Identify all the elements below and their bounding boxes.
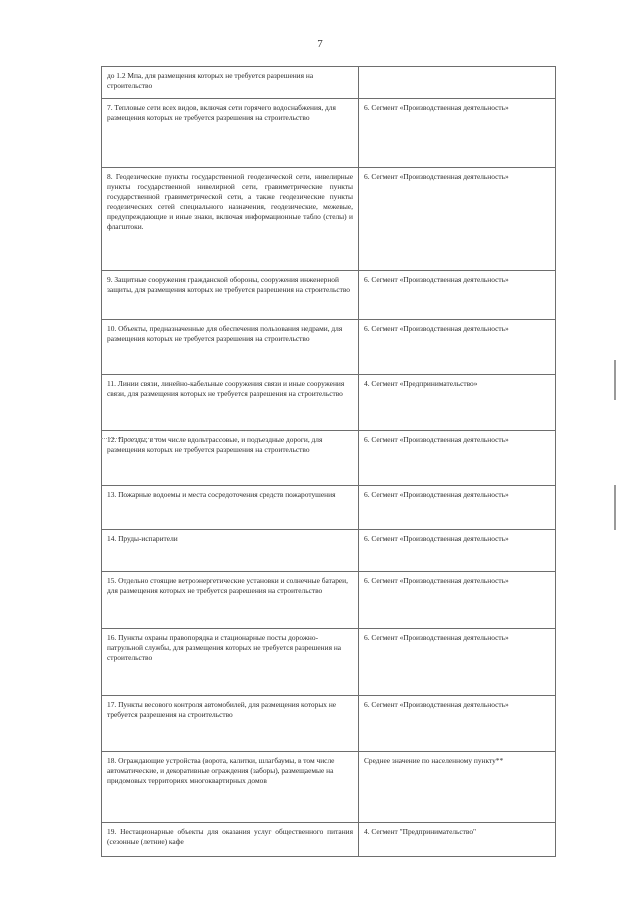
segment-cell: 6. Сегмент «Производственная деятельность» [359, 99, 556, 168]
page-number: 7 [317, 38, 323, 50]
activity-cell: 8. Геодезические пункты государственной геодезической сети, нивелирные пункты государственной нивелирной сети, гравиметрические пункты государственной гравиметрической сети, а также геодезические пункты геодезических сетей специального назначения, геодезические, межевые, предупреждающие и иные знаки, включая информационные табло (стелы) и флагштоки. [102, 168, 359, 271]
activity-cell: 12. Проезды, в том числе вдольтрассовые, и подъездные дороги, для размещения которых не требуется разрешения на строительство [102, 431, 359, 486]
segment-cell: 6. Сегмент «Производственная деятельность» [359, 486, 556, 530]
table-row [102, 375, 556, 431]
table-row [102, 629, 556, 696]
activity-cell: 7. Тепловые сети всех видов, включая сети горячего водоснабжения, для размещения которых не требуется разрешения на строительство [102, 99, 359, 168]
segment-cell: 6. Сегмент «Производственная деятельность» [359, 696, 556, 752]
activity-cell: 19. Нестационарные объекты для оказания услуг общественного питания (сезонные (летние) кафе [102, 823, 359, 857]
segment-cell: 6. Сегмент «Производственная деятельность» [359, 168, 556, 271]
table-row [102, 486, 556, 530]
scan-dotted-mark [101, 438, 161, 439]
table-row [102, 168, 556, 271]
activity-cell: 14. Пруды-испарители [102, 530, 359, 572]
segment-cell: Среднее значение по населенному пункту** [359, 752, 556, 823]
table-row [102, 696, 556, 752]
activity-cell: 10. Объекты, предназначенные для обеспечения пользования недрами, для размещения которых не требуется разрешения на строительство [102, 320, 359, 375]
segment-cell [359, 67, 556, 99]
segment-cell: 6. Сегмент «Производственная деятельность» [359, 629, 556, 696]
segment-cell: 4. Сегмент "Предпринимательство" [359, 823, 556, 857]
segment-cell: 6. Сегмент «Производственная деятельность» [359, 320, 556, 375]
activity-cell: 13. Пожарные водоемы и места сосредоточения средств пожаротушения [102, 486, 359, 530]
table-row [102, 271, 556, 320]
table-row [102, 67, 556, 99]
table-row [102, 823, 556, 857]
segment-cell: 6. Сегмент «Производственная деятельность» [359, 431, 556, 486]
table-row [102, 572, 556, 629]
table-row [102, 530, 556, 572]
table-row [102, 752, 556, 823]
activity-cell: 11. Линии связи, линейно-кабельные сооружения связи и иные сооружения связи, для размещения которых не требуется разрешения на строительство [102, 375, 359, 431]
segment-cell: 4. Сегмент «Предпринимательство» [359, 375, 556, 431]
scan-edge-mark [614, 360, 616, 400]
table-row [102, 320, 556, 375]
segment-cell: 6. Сегмент «Производственная деятельность» [359, 572, 556, 629]
activity-cell: 18. Ограждающие устройства (ворота, калитки, шлагбаумы, в том числе автоматические, и декоративные ограждения (заборы), размещаемые на придомовых территориях многоквартирных домов [102, 752, 359, 823]
scan-edge-mark [614, 485, 616, 530]
segment-cell: 6. Сегмент «Производственная деятельность» [359, 530, 556, 572]
activity-cell: 16. Пункты охраны правопорядка и стационарные посты дорожно-патрульной службы, для размещения которых не требуется разрешения на строительство [102, 629, 359, 696]
cadastral-segment-table [101, 66, 556, 857]
activity-cell: 9. Защитные сооружения гражданской обороны, сооружения инженерной защиты, для размещения которых не требуется разрешения на строительство [102, 271, 359, 320]
segment-cell: 6. Сегмент «Производственная деятельность» [359, 271, 556, 320]
table-row [102, 431, 556, 486]
table-row [102, 99, 556, 168]
activity-cell: 17. Пункты весового контроля автомобилей, для размещения которых не требуется разрешения на строительство [102, 696, 359, 752]
activity-cell: до 1.2 Мпа, для размещения которых не требуется разрешения на строительство [102, 67, 359, 99]
activity-cell: 15. Отдельно стоящие ветроэнергетические установки и солнечные батареи, для размещения которых не требуется разрешения на строительство [102, 572, 359, 629]
